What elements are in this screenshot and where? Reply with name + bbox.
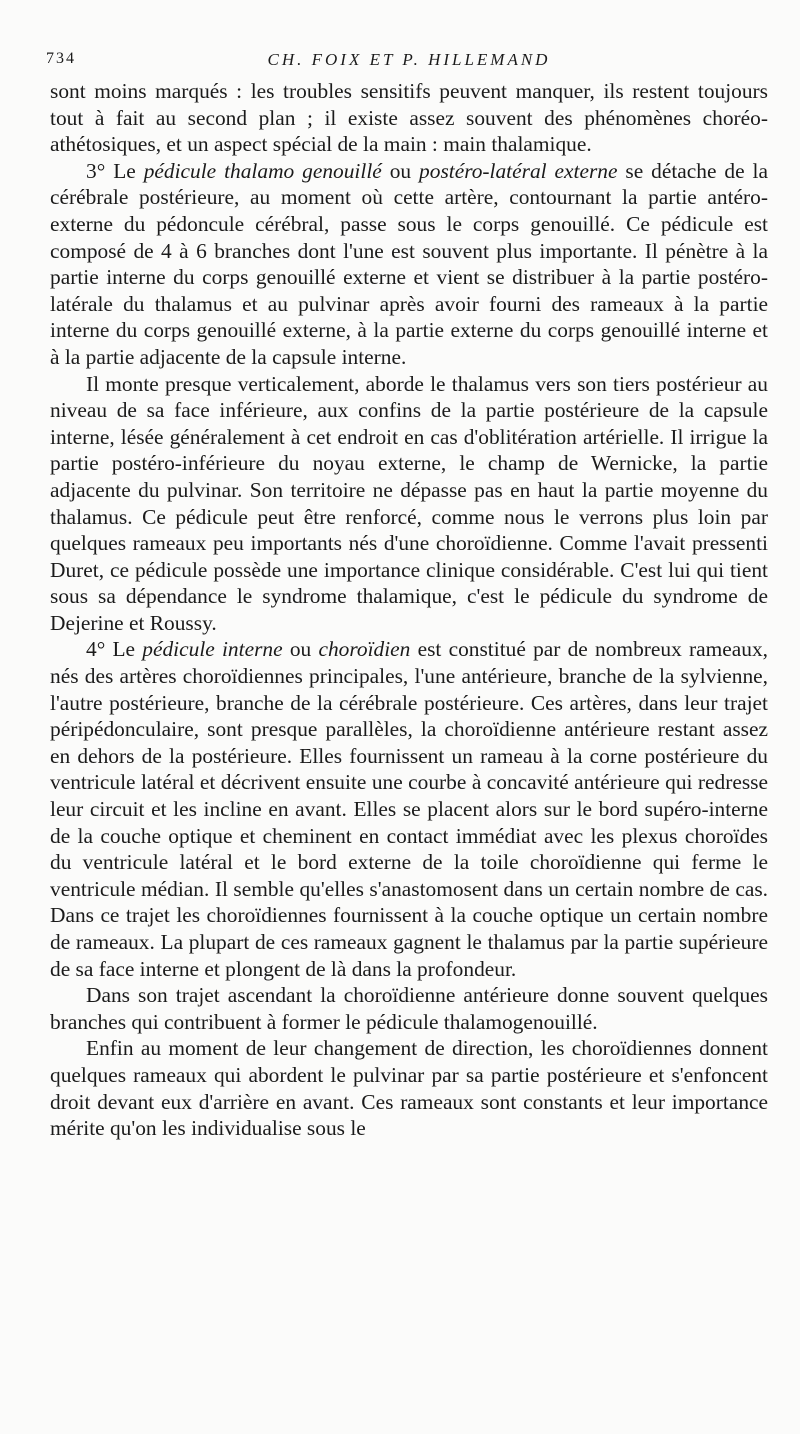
- paragraph-5: [50, 982, 768, 1035]
- paragraph-3: [50, 371, 768, 637]
- text-segment: Enfin au moment de leur changement de direction, les choroïdiennes donnent quelques rameaux qui abordent le pulvinar par sa partie postérieure et s'enfoncent droit devant eux d'arrière en avant. Ces rameaux sont constants et leur importance mérite qu'on les individualise sous le: [50, 1036, 768, 1141]
- italic-term: pédicule thalamo genouillé: [143, 158, 382, 183]
- text-segment: 4° Le: [86, 637, 143, 662]
- body-text: [50, 78, 768, 1142]
- text-segment: est constitué par de nombreux rameaux, nés des artères choroïdiennes principales, l'une antérieure, branche de la sylvienne, l'autre postérieure, branche de la cérébrale postérieure. Ces artères, dans leur trajet péripédonculaire, sont presque parallèles, la choroïdienne antérieure restant assez en dehors de la postérieure. Elles fournissent un rameau à la corne postérieure du ventricule latéral et décrivent ensuite une courbe à concavité antérieure qui redresse leur circuit et les incline en avant. Elles se placent alors sur le bord supéro-interne de la couche optique et cheminent en contact immédiat avec les plexus choroïdes du ventricule latéral et le bord externe de la toile choroïdienne qui ferme le ventricule médian. Il semble qu'elles s'anastomosent dans un certain nombre de cas. Dans ce trajet les choroïdiennes fournissent à la couche optique un certain nombre de rameaux. La plupart de ces rameaux gagnent le thalamus par la partie supérieure de sa face interne et plongent de là dans la profondeur.: [50, 637, 768, 981]
- italic-term: postéro-latéral externe: [419, 158, 618, 183]
- text-segment: Il monte presque verticalement, aborde le thalamus vers son tiers postérieur au niveau de sa face inférieure, aux confins de la partie postérieure de la capsule interne, lésée généralement à cet endroit en cas d'oblitération artérielle. Il irrigue la partie postéro-inférieure du noyau externe, le champ de Wernicke, la partie adjacente du pulvinar. Son territoire ne dépasse pas en haut la partie moyenne du thalamus. Ce pédicule peut être renforcé, comme nous le verrons plus loin par quelques rameaux peu importants nés d'une choroïdienne. Comme l'avait pressenti Duret, ce pédicule possède une importance clinique considérable. C'est lui qui tient sous sa dépendance le syndrome thalamique, c'est le pédicule du syndrome de Dejerine et Roussy.: [50, 371, 768, 635]
- italic-term: pédicule interne: [142, 637, 283, 662]
- running-title: CH. FOIX ET P. HILLEMAND: [267, 50, 551, 69]
- text-segment: se détache de la cérébrale postérieure, au moment où cette artère, contournant la partie antéro-externe du pédoncule cérébral, passe sous le corps genouillé. Ce pédicule est composé de 4 à 6 branches dont l'une est souvent plus importante. Il pénètre à la partie interne du corps genouillé externe et vient se distribuer à la partie postéro-latérale du thalamus et au pulvinar après avoir fourni des rameaux à la partie interne du corps genouillé externe, à la partie externe du corps genouillé interne et à la partie adjacente de la capsule interne.: [50, 158, 768, 369]
- paragraph-4: [50, 636, 768, 982]
- paragraph-2: [50, 158, 768, 371]
- paragraph-1: [50, 78, 768, 158]
- page-number: 734: [46, 50, 76, 67]
- running-head: [46, 44, 768, 78]
- text-segment: ou: [282, 637, 319, 662]
- paragraph-6: [50, 1035, 768, 1141]
- text-segment: sont moins marqués : les troubles sensitifs peuvent manquer, ils restent toujours tout à fait au second plan ; il existe assez souvent des phénomènes choréo-athétosiques, et un aspect spécial de la main : main thalamique.: [50, 79, 768, 157]
- text-segment: ou: [381, 158, 420, 183]
- text-segment: Dans son trajet ascendant la choroïdienne antérieure donne souvent quelques branches qui contribuent à former le pédicule thalamogenouillé.: [50, 983, 768, 1034]
- italic-term: choroïdien: [318, 637, 411, 662]
- text-segment: 3° Le: [86, 158, 144, 183]
